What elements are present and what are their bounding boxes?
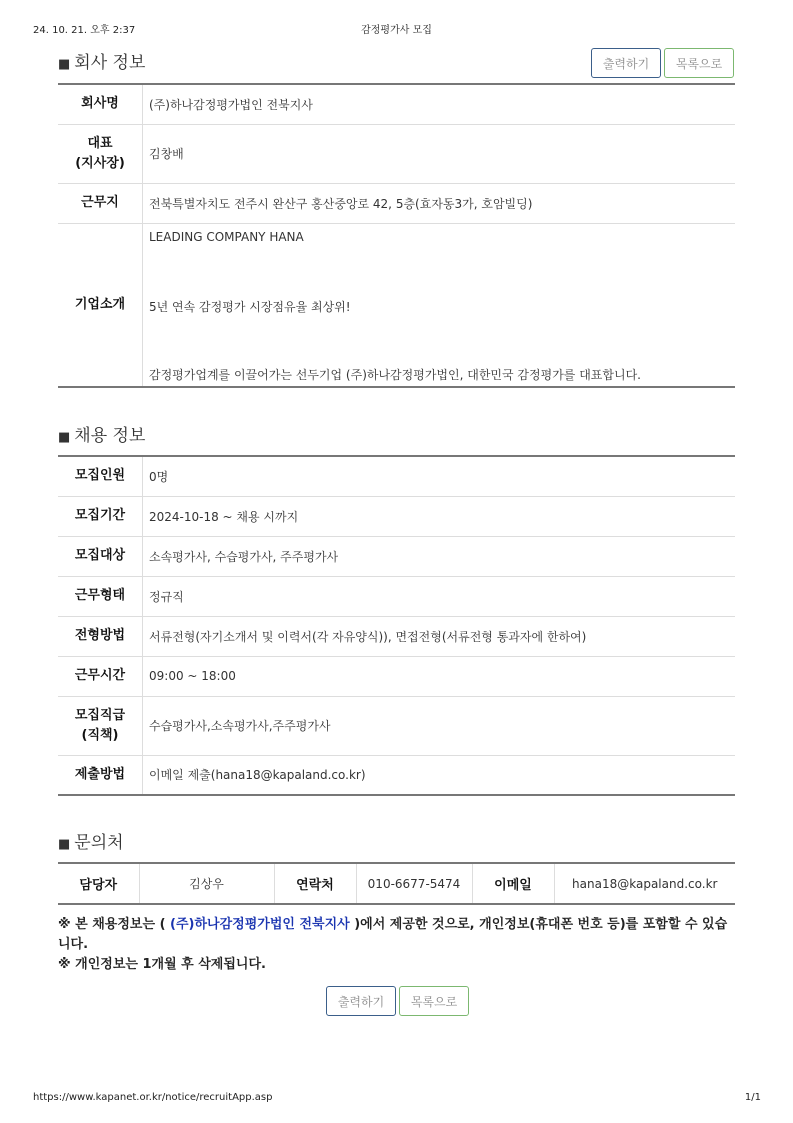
target-row [58,536,735,576]
intro-row [58,223,735,387]
print-button-bottom[interactable]: 출력하기 [326,986,396,1016]
work-hours-label: 근무시간 [58,656,143,696]
print-page-number: 1/1 [744,1092,761,1103]
headcount-row [58,456,735,496]
manager-value: 김상우 [139,863,274,904]
rank-value: 수습평가사,소속평가사,주주평가사 [143,696,736,755]
email-value: hana18@kapaland.co.kr [572,876,718,891]
recruit-info-table [58,455,735,796]
phone-label: 연락처 [274,863,356,904]
company-info-table [58,83,735,388]
notice-company-name: (주)하나감정평가법인 전북지사 [170,917,350,932]
headcount-label: 모집인원 [58,456,143,496]
rank-label-line1: 모집직급 [74,707,126,723]
submit-method-label: 제출방법 [58,755,143,795]
ceo-label-line1: 대표 [87,135,113,151]
location-row [58,183,735,223]
notice-prefix: ※ 본 채용정보는 ( [58,917,171,932]
headcount-value: 0명 [143,456,736,496]
target-label: 모집대상 [58,536,143,576]
selection-method-value: 서류전형(자기소개서 및 이력서(각 자유양식)), 면접전형(서류전형 통과자에 한하여) [143,616,736,656]
recruit-section-title [58,421,145,446]
print-button-top[interactable]: 출력하기 [591,48,661,78]
location-label: 근무지 [58,183,143,223]
intro-line-3: 감정평가업계를 이끌어가는 선두기업 (주)하나감정평가법인, 대한민국 감정평가를 대표합니다. [149,367,641,382]
location-value: 전북특별자치도 전주시 완산구 홍산중앙로 42, 5층(효자동3가, 호암빌딩) [143,183,736,223]
square-bullet-icon: ■ [58,837,71,852]
print-datetime: 24. 10. 21. 오후 2:37 [33,25,136,36]
email-label: 이메일 [472,863,554,904]
contact-row [58,863,735,904]
deletion-notice: ※ 개인정보는 1개월 후 삭제됩니다. [58,957,266,972]
rank-row [58,696,735,755]
period-value: 2024-10-18 ~ 채용 시까지 [143,496,736,536]
company-section-title-text: 회사 정보 [74,53,146,73]
recruit-section-title-text: 채용 정보 [74,426,146,446]
notice-suffix: )에서 제공한 것으로, 개인정보(휴대폰 번호 등)를 포함할 수 있습니다. [58,917,728,952]
contact-section-title-text: 문의처 [74,833,124,853]
list-button-top[interactable]: 목록으로 [664,48,734,78]
company-name-value: (주)하나감정평가법인 전북지사 [143,84,736,124]
company-name-label: 회사명 [58,84,143,124]
privacy-notice [58,915,738,955]
work-hours-value: 09:00 ~ 18:00 [143,656,736,696]
rank-label [58,696,143,755]
print-url: https://www.kapanet.or.kr/notice/recruitApp.asp [33,1092,273,1103]
submit-method-value: 이메일 제출(hana18@kapaland.co.kr) [149,768,366,783]
period-label: 모집기간 [58,496,143,536]
company-section-title [58,48,145,73]
work-hours-row [58,656,735,696]
intro-line-1: LEADING COMPANY HANA [149,229,304,244]
rank-label-line2: (직책) [81,727,119,743]
contact-section-title [58,828,124,853]
contact-table [58,862,735,905]
ceo-label-line2: (지사장) [75,155,125,171]
intro-value [143,223,736,387]
ceo-value: 김창배 [143,124,736,183]
submit-method-row [58,755,735,795]
ceo-row [58,124,735,183]
intro-label: 기업소개 [58,223,143,387]
print-title: 감정평가사 모집 [361,25,432,36]
employment-type-label: 근무형태 [58,576,143,616]
employment-type-value: 정규직 [143,576,736,616]
company-name-row [58,84,735,124]
square-bullet-icon: ■ [58,430,71,445]
selection-method-label: 전형방법 [58,616,143,656]
selection-method-row [58,616,735,656]
square-bullet-icon: ■ [58,57,71,72]
intro-line-2: 5년 연속 감정평가 시장점유율 최상위! [149,299,351,314]
period-row [58,496,735,536]
list-button-bottom[interactable]: 목록으로 [399,986,469,1016]
manager-label: 담당자 [58,863,139,904]
ceo-label [58,124,143,183]
employment-type-row [58,576,735,616]
phone-value: 010-6677-5474 [356,863,472,904]
target-value: 소속평가사, 수습평가사, 주주평가사 [143,536,736,576]
